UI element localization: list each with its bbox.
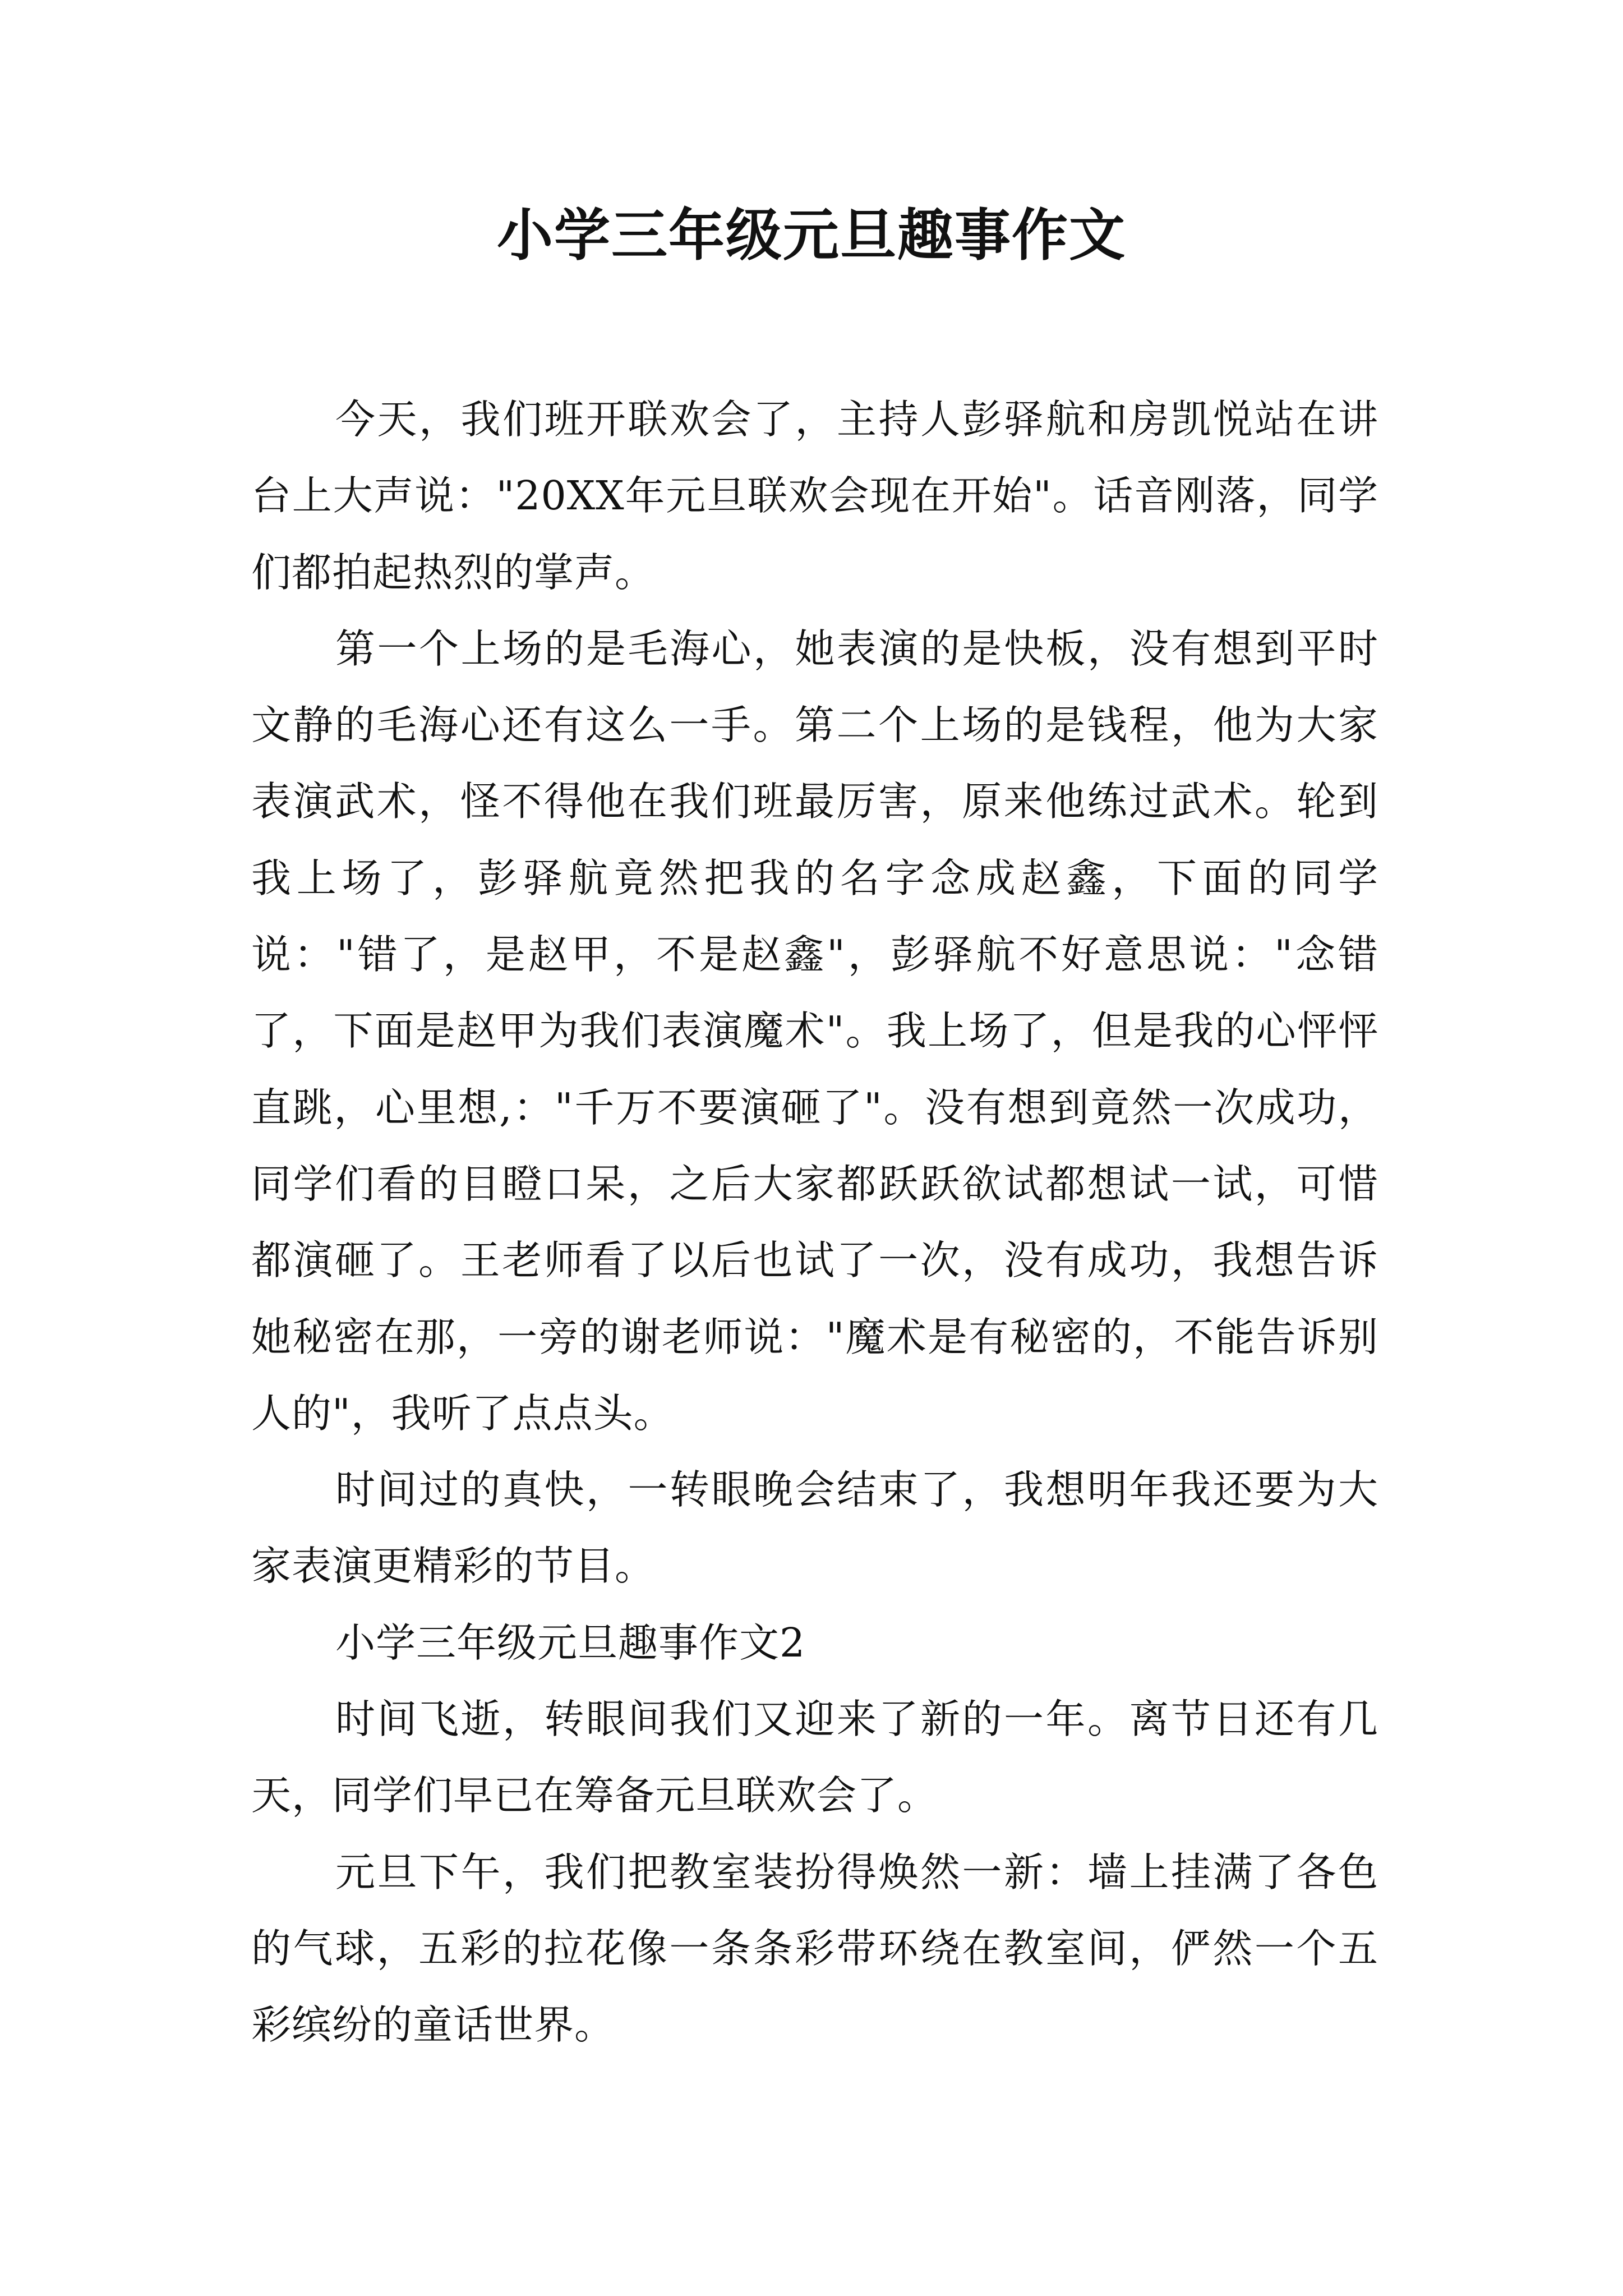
section-heading-2: 小学三年级元旦趣事作文2	[335, 1619, 806, 1666]
document-body	[251, 381, 1378, 2064]
paragraph-4: 时间飞逝，转眼间我们又迎来了新的一年。离节日还有几天，同学们早已在筹备元旦联欢会了。	[251, 1696, 1378, 1819]
paragraph-5: 元旦下午，我们把教室装扮得焕然一新：墙上挂满了各色的气球，五彩的拉花像一条条彩带环绕在教室间，俨然一个五彩缤纷的童话世界。	[251, 1848, 1378, 2049]
paragraph-3: 时间过的真快，一转眼晚会结束了，我想明年我还要为大家表演更精彩的节目。	[251, 1466, 1378, 1590]
document-title: 小学三年级元旦趣事作文	[497, 203, 1126, 268]
paragraph-1: 今天，我们班开联欢会了，主持人彭驿航和房凯悦站在讲台上大声说："20XX年元旦联欢会现在开始"。话音刚落，同学们都拍起热烈的掌声。	[251, 396, 1378, 596]
paragraph-2: 第一个上场的是毛海心，她表演的是快板，没有想到平时文静的毛海心还有这么一手。第二个上场的是钱程，他为大家表演武术，怪不得他在我们班最厉害，原来他练过武术。轮到我上场了，彭驿航竟然把我的名字念成赵鑫，下面的同学说："错了，是赵甲，不是赵鑫"，彭驿航不好意思说："念错了，下面是赵甲为我们表演魔术"。我上场了，但是我的心怦怦直跳，心里想,："千万不要演砸了"。没有想到竟然一次成功，同学们看的目瞪口呆，之后大家都跃跃欲试都想试一试，可惜都演砸了。王老师看了以后也试了一次，没有成功，我想告诉她秘密在那，一旁的谢老师说："魔术是有秘密的，不能告诉别人的"，我听了点点头。	[251, 625, 1378, 1437]
